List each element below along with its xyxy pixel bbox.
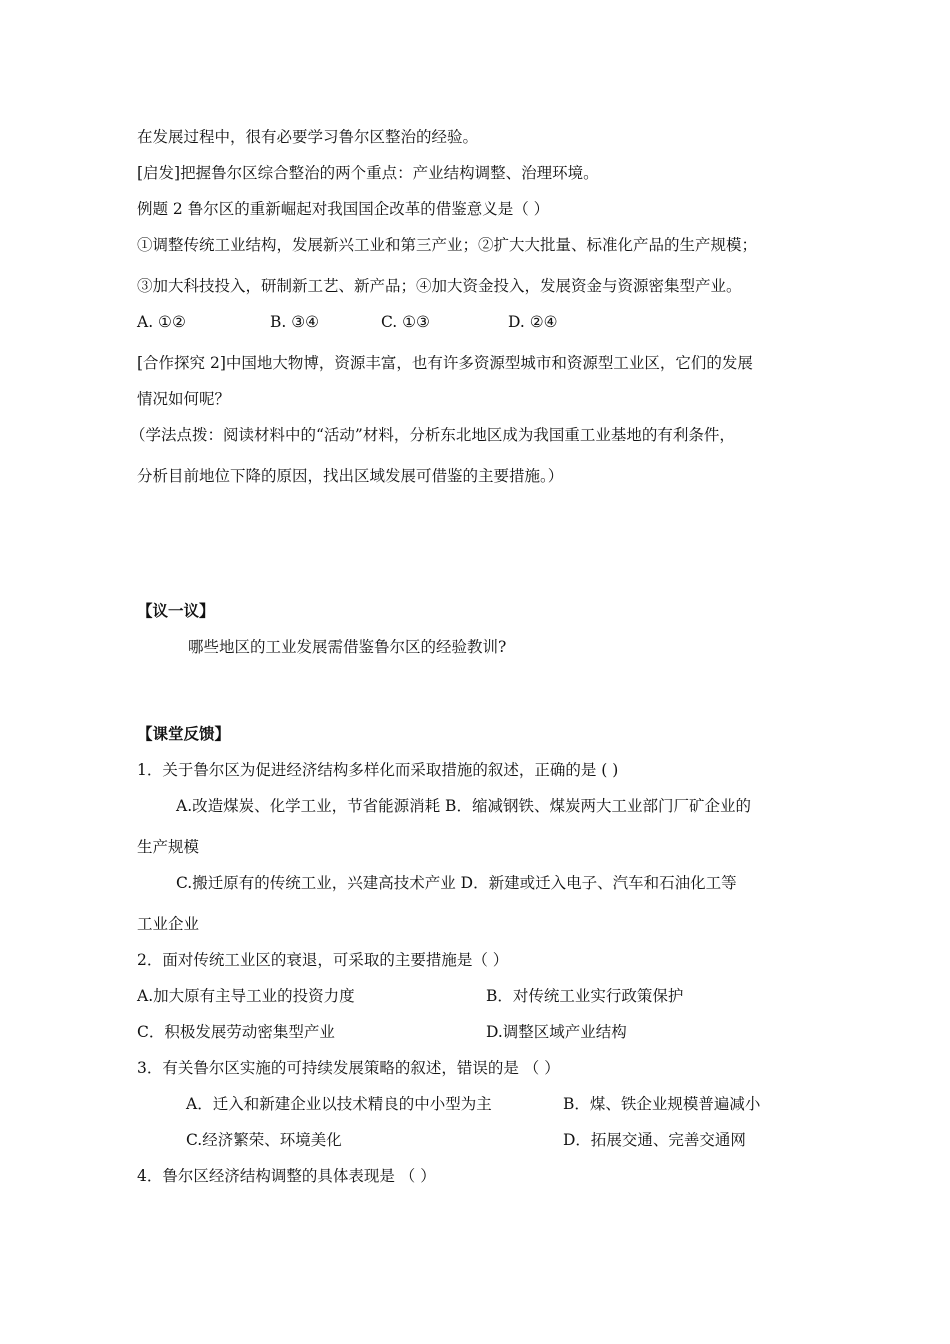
question-4-stem: 4．鲁尔区经济结构调整的具体表现是 （ ） [137, 1167, 436, 1185]
example-2-statement-line: ①调整传统工业结构，发展新兴工业和第三产业；②扩大大批量、标准化产品的生产规模； [137, 236, 758, 254]
question-2-option-c: C．积极发展劳动密集型产业 [137, 1023, 335, 1041]
example-2-statement-line: ③加大科技投入，研制新工艺、新产品；④加大资金投入，发展资金与资源密集型产业。 [137, 277, 742, 295]
feedback-heading: 【课堂反馈】 [137, 724, 231, 743]
study-tip-line: （学法点拨：阅读材料中的“活动”材料，分析东北地区成为我国重工业基地的有利条件， [130, 426, 735, 444]
question-1-options-line: C.搬迁原有的传统工业，兴建高技术产业 D．新建或迁入电子、汽车和石油化工等 [176, 874, 737, 892]
discuss-heading: 【议一议】 [137, 601, 215, 620]
question-2-option-a: A.加大原有主导工业的投资力度 [137, 987, 355, 1005]
question-2-option-d: D.调整区域产业结构 [486, 1023, 627, 1041]
example-2-option-a: A. ①② [137, 313, 186, 331]
question-1-options-line: 生产规模 [137, 838, 200, 856]
discuss-question: 哪些地区的工业发展需借鉴鲁尔区的经验教训? [188, 638, 507, 656]
question-3-option-d: D．拓展交通、完善交通网 [563, 1131, 746, 1149]
question-1-stem: 1．关于鲁尔区为促进经济结构多样化而采取措施的叙述，正确的是 ( ) [137, 761, 619, 779]
example-2-option-c: C. ①③ [381, 313, 430, 331]
cooperate-inquiry-line: 情况如何呢？ [137, 390, 231, 408]
hint-text: [启发]把握鲁尔区综合整治的两个重点：产业结构调整、治理环境。 [137, 164, 599, 182]
question-2-stem: 2．面对传统工业区的衰退，可采取的主要措施是（ ） [137, 951, 509, 969]
study-tip-line: 分析目前地位下降的原因，找出区域发展可借鉴的主要措施。） [137, 467, 564, 485]
question-3-stem: 3．有关鲁尔区实施的可持续发展策略的叙述，错误的是 （ ） [137, 1059, 560, 1077]
example-2-option-d: D. ②④ [508, 313, 558, 331]
cooperate-inquiry-line: [合作探究 2]中国地大物博，资源丰富，也有许多资源型城市和资源型工业区，它们的发展 [137, 354, 753, 372]
question-3-option-a: A．迁入和新建企业以技术精良的中小型为主 [186, 1095, 492, 1113]
example-2-option-b: B. ③④ [270, 313, 320, 331]
question-3-option-c: C.经济繁荣、环境美化 [186, 1131, 342, 1149]
question-1-options-line: 工业企业 [137, 915, 200, 933]
question-2-option-b: B．对传统工业实行政策保护 [486, 987, 684, 1005]
intro-text: 在发展过程中，很有必要学习鲁尔区整治的经验。 [137, 128, 479, 146]
example-2-stem: 例题 2 鲁尔区的重新崛起对我国国企改革的借鉴意义是（ ） [137, 200, 550, 218]
question-1-options-line: A.改造煤炭、化学工业，节省能源消耗 B．缩减钢铁、煤炭两大工业部门厂矿企业的 [176, 797, 751, 815]
question-3-option-b: B．煤、铁企业规模普遍减小 [563, 1095, 761, 1113]
